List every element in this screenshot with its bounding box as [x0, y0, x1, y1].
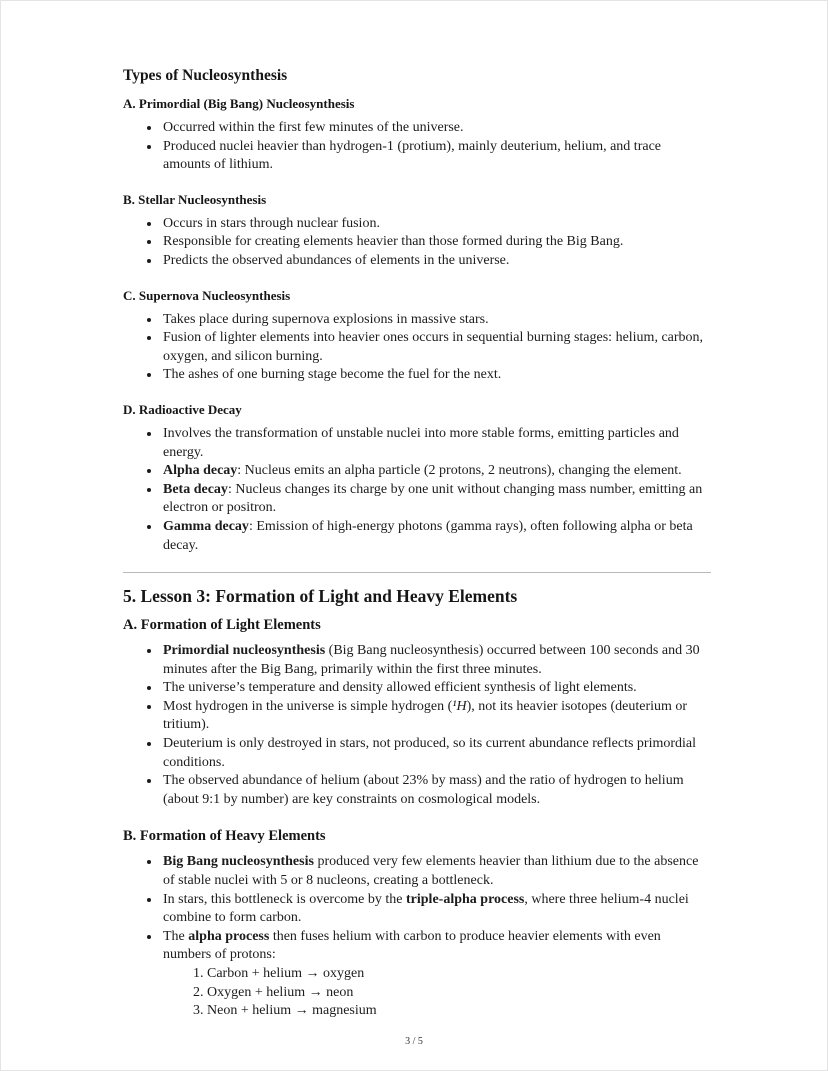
- bullet-list: [123, 311, 711, 385]
- page-content: [123, 67, 711, 1040]
- document-title: Types of Nucleosynthesis: [123, 67, 288, 84]
- list-item: [161, 518, 711, 555]
- list-item-text: : Nucleus emits an alpha particle (2 protons, 2 neutrons), changing the element.: [237, 463, 682, 479]
- bullet-list: [123, 215, 711, 271]
- list-item: • Occurred within the first few minutes of the universe.: [161, 119, 711, 138]
- section-heading: D. Radioactive Decay: [123, 401, 242, 417]
- bold-term: Alpha decay: [163, 463, 238, 479]
- section-formation-heavy-elements: [123, 828, 711, 1020]
- page-number: 3 / 5: [405, 1036, 423, 1047]
- list-item-text: ), not its heavier isotopes (deuterium or tritium).: [163, 698, 688, 733]
- bold-term: Primordial nucleosynthesis: [163, 643, 326, 659]
- list-item: [161, 698, 711, 735]
- section-primordial-nucleosynthesis: [123, 96, 711, 175]
- numbered-list-item: 2. Oxygen + helium → neon: [207, 984, 711, 1003]
- bullet-list: [123, 642, 711, 809]
- section-heading: A. Primordial (Big Bang) Nucleosynthesis: [123, 96, 355, 111]
- section-radioactive-decay: [123, 402, 711, 555]
- bold-term: Gamma decay: [163, 518, 249, 534]
- list-item-text: : Nucleus changes its charge by one unit without changing mass number, emitting an electron or positron.: [163, 481, 703, 516]
- list-item: • Deuterium is only destroyed in stars, not produced, so its current abundance reflects primordial conditions.: [161, 735, 711, 772]
- list-item: • The universe’s temperature and density allowed efficient synthesis of light elements.: [161, 679, 711, 698]
- bullet-list: [123, 425, 711, 555]
- bold-term: Big Bang nucleosynthesis: [163, 854, 314, 870]
- numbered-list-item: 1. Carbon + helium → oxygen: [207, 965, 711, 984]
- list-item: • Produced nuclei heavier than hydrogen-1 (protium), mainly deuterium, helium, and trace amounts of lithium.: [161, 138, 711, 175]
- list-item: • Responsible for creating elements heavier than those formed during the Big Bang.: [161, 233, 711, 252]
- bold-term: triple-alpha process: [406, 891, 525, 907]
- section-heading: B. Formation of Heavy Elements: [123, 828, 326, 845]
- list-item-text: then fuses helium with carbon to produce heavier elements with even numbers of protons:: [163, 928, 661, 963]
- list-item: • Predicts the observed abundances of elements in the universe.: [161, 252, 711, 271]
- list-item-text: The: [163, 928, 189, 944]
- section-supernova-nucleosynthesis: [123, 288, 711, 385]
- bullet-list: [123, 853, 711, 1020]
- section-heading: B. Stellar Nucleosynthesis: [123, 191, 267, 207]
- list-item: • The ashes of one burning stage become the fuel for the next.: [161, 366, 711, 385]
- list-item: [161, 642, 711, 679]
- numbered-list: [163, 965, 711, 1021]
- bold-term: Beta decay: [163, 481, 228, 497]
- list-item: [161, 928, 711, 1021]
- bold-term: alpha process: [188, 928, 270, 944]
- list-item-text: : Emission of high-energy photons (gamma rays), often following alpha or beta decay.: [163, 518, 693, 553]
- section-heading: C. Supernova Nucleosynthesis: [123, 287, 291, 303]
- list-item: • Involves the transformation of unstable nuclei into more stable forms, emitting particles and energy.: [161, 425, 711, 462]
- math-hydrogen-1: ¹H: [452, 698, 467, 714]
- section-stellar-nucleosynthesis: [123, 192, 711, 271]
- list-item: • Fusion of lighter elements into heavier ones occurs in sequential burning stages: helium, carbon, oxygen, and silicon burning.: [161, 329, 711, 366]
- list-item: [161, 481, 711, 518]
- list-item-text: , where three helium-4 nuclei combine to form carbon.: [163, 891, 689, 926]
- section-heading: A. Formation of Light Elements: [123, 617, 321, 634]
- list-item: [161, 891, 711, 928]
- list-item: • Takes place during supernova explosions in massive stars.: [161, 311, 711, 330]
- list-item-text: Most hydrogen in the universe is simple hydrogen (: [163, 698, 453, 714]
- list-item: [161, 462, 711, 481]
- list-item: [161, 853, 711, 890]
- list-item: • The observed abundance of helium (about 23% by mass) and the ratio of hydrogen to helium (about 9:1 by number) are key constraints on cosmological models.: [161, 772, 711, 809]
- list-item-text: In stars, this bottleneck is overcome by the: [163, 891, 406, 907]
- section-divider: [123, 572, 711, 573]
- section-formation-light-elements: [123, 617, 711, 809]
- bullet-list: [123, 119, 711, 175]
- list-item-text: (Big Bang nucleosynthesis) occurred between 100 seconds and 30 minutes after the Big Bang, primarily within the first three minutes.: [163, 643, 700, 677]
- list-item: • Occurs in stars through nuclear fusion.: [161, 215, 711, 234]
- numbered-list-item: 3. Neon + helium → magnesium: [207, 1002, 711, 1021]
- list-item-text: produced very few elements heavier than lithium due to the absence of stable nuclei with 5 or 8 nucleons, creating a bottleneck.: [163, 854, 699, 889]
- lesson-heading: 5. Lesson 3: Formation of Light and Heavy Elements: [123, 586, 518, 607]
